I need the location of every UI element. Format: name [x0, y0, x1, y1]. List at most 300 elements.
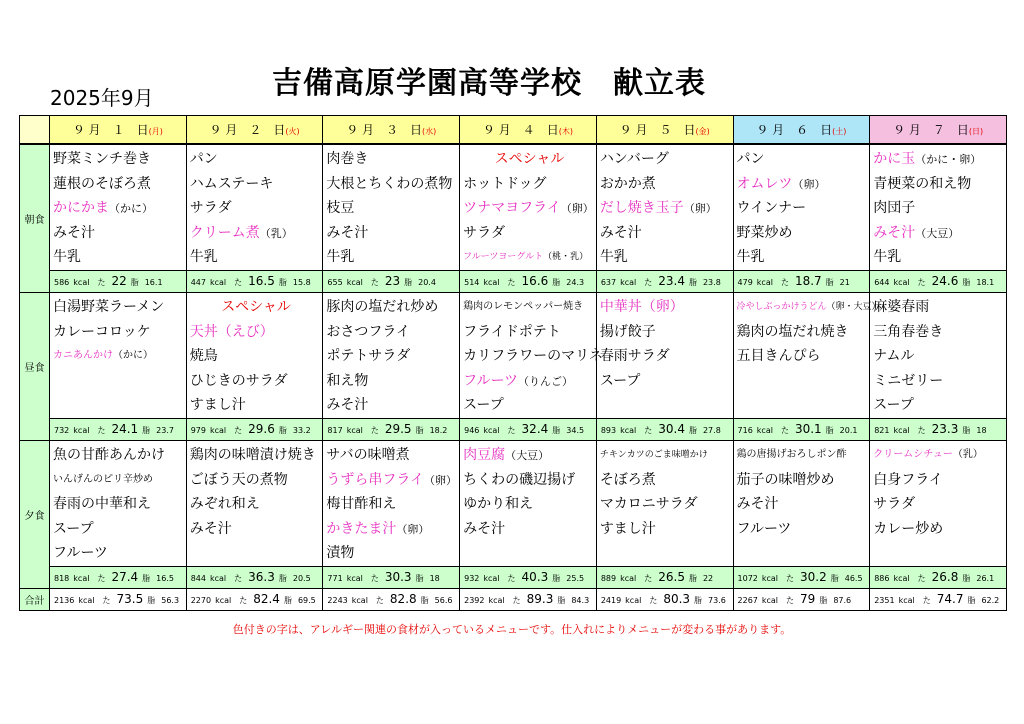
menu-item — [600, 147, 733, 172]
menu-item — [190, 172, 323, 197]
day-header — [323, 116, 460, 145]
protein-unit: た — [370, 574, 379, 584]
menu-item-name: 鶏の唐揚げおろしポン酢 — [736, 448, 847, 460]
protein-value: 18.7 — [794, 274, 822, 289]
menu-item — [463, 196, 596, 221]
fat-value: 84.3 — [571, 596, 590, 606]
kcal-value: 2267 — [737, 596, 758, 606]
menu-item — [326, 517, 459, 542]
protein-unit: た — [239, 596, 248, 606]
protein-unit: た — [512, 596, 521, 606]
nutrition-cell — [596, 418, 733, 440]
fat-value: 27.8 — [702, 426, 721, 436]
menu-cell — [596, 292, 733, 418]
menu-item-name: 春雨の中華和え — [53, 496, 151, 513]
menu-item — [600, 541, 733, 566]
fat-unit: 脂 — [694, 596, 703, 606]
fat-value: 18.1 — [976, 278, 995, 288]
menu-item — [737, 344, 870, 369]
menu-item-name: 冷やしぶっかけうどん — [736, 301, 827, 312]
nutrition-cell — [733, 418, 870, 440]
kcal-unit: kcal — [756, 426, 773, 436]
meal-row — [20, 292, 1007, 418]
kcal-unit: kcal — [78, 596, 95, 606]
menu-item — [463, 245, 596, 270]
menu-item-name: 大根とちくわの煮物 — [326, 175, 453, 192]
menu-item — [326, 468, 459, 493]
allergen-note: （桃・乳） — [543, 252, 589, 263]
menu-item-name: 春雨サラダ — [599, 348, 670, 365]
menu-item-name: 五目きんぴら — [736, 348, 821, 365]
fat-unit: 脂 — [819, 596, 828, 606]
protein-unit: た — [780, 426, 789, 436]
protein-value: 26.5 — [658, 570, 685, 585]
protein-unit: た — [234, 278, 243, 288]
menu-item — [873, 517, 1006, 542]
nutrition-cell — [50, 588, 187, 610]
menu-item — [737, 517, 870, 542]
nutrition-cell — [733, 588, 870, 610]
fat-value: 20.4 — [418, 278, 436, 288]
protein-value: 89.3 — [526, 592, 554, 607]
allergen-note: （卵） — [683, 202, 717, 216]
fat-unit: 脂 — [552, 574, 561, 584]
menu-item-name: みそ汁 — [736, 496, 779, 513]
menu-item-name: ゆかり和え — [463, 496, 534, 513]
menu-cell — [323, 144, 460, 270]
menu-item — [190, 393, 323, 418]
menu-item-name: 牛乳 — [736, 249, 765, 266]
menu-item-name: 梅甘酢和え — [326, 496, 397, 513]
menu-item — [463, 221, 596, 246]
fat-value: 69.5 — [297, 596, 316, 606]
day-label: ９ 月 ７ 日 — [893, 123, 969, 137]
menu-item — [53, 320, 186, 345]
weekday-label: (水) — [422, 127, 437, 136]
menu-item-name: 牛乳 — [873, 249, 902, 266]
kcal-unit: kcal — [756, 278, 773, 288]
menu-item — [873, 369, 1006, 394]
menu-item — [190, 443, 323, 468]
menu-item — [737, 468, 870, 493]
fat-unit: 脂 — [404, 278, 413, 288]
fat-unit: 脂 — [552, 426, 561, 436]
menu-item-name: ハムステーキ — [189, 175, 274, 192]
menu-item — [53, 196, 186, 221]
menu-cell — [733, 144, 870, 270]
menu-item — [53, 492, 186, 517]
menu-item — [326, 320, 459, 345]
menu-item — [326, 147, 459, 172]
kcal-unit: kcal — [209, 574, 227, 584]
menu-item-name: 白身フライ — [873, 471, 943, 488]
fat-value: 15.8 — [292, 278, 311, 288]
kcal-unit: kcal — [898, 596, 915, 606]
menu-item-name: 牛乳 — [599, 249, 628, 266]
protein-unit: た — [786, 574, 795, 584]
menu-item-name: フルーツヨーグルト — [463, 252, 544, 263]
menu-cell — [733, 292, 881, 418]
weekday-label: (木) — [558, 127, 573, 136]
menu-item-name: 茄子の味噌炒め — [736, 471, 835, 488]
protein-unit: た — [234, 426, 243, 436]
fat-unit: 脂 — [278, 574, 287, 584]
nutrition-cell — [460, 588, 597, 610]
menu-item-name: カニあんかけ — [53, 350, 113, 362]
menu-item-name: そぼろ煮 — [599, 471, 656, 488]
kcal-unit: kcal — [209, 426, 227, 436]
menu-item — [600, 295, 733, 320]
menu-item — [53, 172, 186, 197]
menu-cell — [460, 440, 597, 566]
menu-item — [737, 443, 870, 468]
menu-item — [600, 320, 733, 345]
menu-item-name: ホットドッグ — [463, 175, 547, 192]
menu-item-name: すまし汁 — [189, 397, 246, 414]
menu-item — [463, 344, 603, 369]
weekday-label: (日) — [968, 127, 984, 136]
menu-item — [53, 344, 186, 369]
menu-cell — [733, 440, 870, 566]
menu-item-name: 青梗菜の和え物 — [873, 175, 972, 192]
menu-item — [737, 147, 870, 172]
menu-item-name: カリフラワーのマリネ — [463, 348, 603, 365]
menu-item-name: 魚の甘酢あんかけ — [53, 446, 165, 463]
menu-item-name: スープ — [873, 397, 914, 414]
allergen-note: （卵） — [424, 473, 457, 487]
menu-item — [873, 443, 1006, 468]
menu-item — [463, 295, 596, 320]
menu-item-name: 蓮根のそぼろ煮 — [53, 175, 151, 192]
menu-item — [53, 443, 186, 468]
menu-item — [463, 369, 596, 394]
fat-unit: 脂 — [130, 278, 139, 288]
fat-value: 46.5 — [844, 574, 863, 584]
menu-item-name: サラダ — [873, 496, 916, 513]
kcal-unit: kcal — [893, 574, 910, 584]
fat-unit: 脂 — [552, 278, 561, 288]
nutrition-row — [20, 418, 1007, 440]
menu-item-name: おかか煮 — [599, 175, 656, 192]
menu-cell — [186, 144, 323, 270]
allergen-note: （りんご） — [518, 374, 573, 388]
meal-row — [20, 440, 1007, 566]
day-header-row — [20, 116, 1007, 145]
menu-item-name: うずら串フライ — [326, 471, 424, 488]
menu-item-name: 中華丼（卵） — [599, 298, 684, 315]
allergen-note: （卵） — [560, 202, 594, 216]
menu-item — [463, 541, 596, 566]
protein-unit: た — [234, 574, 243, 584]
menu-item — [737, 320, 870, 345]
menu-item — [190, 468, 323, 493]
nutrition-cell — [596, 566, 733, 588]
nutrition-cell — [323, 566, 460, 588]
day-label: ９ 月 ２ 日 — [209, 123, 286, 137]
menu-item-name: 鶏肉の味噌漬け焼き — [189, 446, 316, 463]
fat-unit: 脂 — [830, 574, 839, 584]
protein-value: 26.8 — [931, 570, 959, 585]
fat-unit: 脂 — [415, 426, 424, 436]
day-label: ９ 月 ４ 日 — [482, 123, 559, 137]
menu-item — [190, 320, 323, 345]
menu-cell — [186, 292, 323, 418]
weekday-label: (火) — [285, 127, 300, 136]
meal-label: 夕食 — [20, 440, 50, 588]
menu-item — [463, 147, 596, 172]
menu-item — [190, 245, 323, 270]
menu-item-name: 肉豆腐 — [463, 446, 506, 463]
protein-unit: た — [644, 278, 653, 288]
menu-item — [737, 245, 870, 270]
protein-value: 23.3 — [931, 422, 959, 437]
menu-item — [873, 172, 1006, 197]
nutrition-cell — [460, 418, 597, 440]
menu-item-name: みそ汁 — [326, 397, 369, 414]
nutrition-cell — [596, 270, 733, 292]
protein-value: 24.1 — [111, 422, 139, 437]
kcal-unit: kcal — [73, 574, 90, 584]
nutrition-cell — [870, 270, 1007, 292]
nutrition-row — [20, 270, 1007, 292]
menu-item — [190, 517, 323, 542]
fat-unit: 脂 — [967, 596, 976, 606]
fat-value: 16.5 — [156, 574, 174, 584]
menu-item — [600, 517, 733, 542]
menu-item — [326, 443, 459, 468]
kcal-value: 844 — [190, 574, 206, 584]
menu-item-name: フライドポテト — [463, 323, 561, 340]
menu-item-name: スープ — [463, 397, 504, 414]
kcal-value: 447 — [190, 278, 206, 288]
menu-item-name: サラダ — [189, 200, 232, 217]
nutrition-cell — [323, 270, 460, 292]
menu-item-name: ひじきのサラダ — [189, 372, 288, 389]
nutrition-cell — [870, 588, 1007, 610]
menu-cell — [50, 144, 187, 270]
protein-unit: た — [780, 278, 789, 288]
menu-item — [873, 245, 1006, 270]
protein-value: 23 — [384, 274, 401, 289]
menu-item-name: 三角春巻き — [873, 323, 944, 340]
protein-value: 30.2 — [800, 570, 827, 585]
menu-item-name: カレー炒め — [873, 520, 944, 537]
allergen-note: （かに・卵） — [915, 153, 982, 166]
fat-unit: 脂 — [147, 596, 156, 606]
menu-item — [463, 172, 596, 197]
fat-value: 34.5 — [566, 426, 585, 436]
nutrition-row — [20, 566, 1007, 588]
menu-item — [53, 468, 186, 493]
menu-item — [873, 320, 1006, 345]
fat-unit: 脂 — [415, 574, 424, 584]
protein-unit: た — [375, 596, 384, 606]
menu-item-name: ウインナー — [736, 200, 807, 217]
nutrition-cell — [50, 270, 187, 292]
protein-unit: た — [649, 596, 658, 606]
kcal-value: 479 — [737, 278, 753, 288]
menu-item — [873, 196, 1006, 221]
kcal-value: 2136 — [54, 596, 75, 606]
total-row — [20, 588, 1007, 610]
menu-item — [873, 468, 1006, 493]
fat-unit: 脂 — [557, 596, 566, 606]
kcal-value: 771 — [327, 574, 343, 584]
protein-value: 16.5 — [248, 274, 275, 289]
fat-unit: 脂 — [825, 426, 834, 436]
menu-item-name: すまし汁 — [599, 520, 656, 537]
allergen-note: （かに） — [113, 350, 153, 362]
kcal-value: 716 — [737, 426, 753, 436]
fat-value: 18 — [429, 574, 440, 584]
kcal-value: 821 — [874, 426, 890, 436]
kcal-value: 2270 — [190, 596, 212, 606]
menu-item-name: クリームシチュー — [873, 448, 953, 460]
meal-label: 朝食 — [20, 144, 50, 292]
menu-item — [600, 492, 733, 517]
menu-item — [53, 295, 186, 320]
day-header — [460, 116, 597, 145]
protein-unit: た — [507, 426, 516, 436]
menu-item — [600, 369, 733, 394]
kcal-value: 2243 — [327, 596, 348, 606]
nutrition-cell — [323, 418, 460, 440]
kcal-unit: kcal — [346, 278, 363, 288]
nutrition-cell — [870, 566, 1007, 588]
weekday-label: (土) — [832, 127, 847, 136]
kcal-unit: kcal — [761, 574, 779, 584]
menu-item — [53, 147, 186, 172]
menu-item-name: フルーツ — [53, 545, 108, 562]
menu-item — [53, 245, 186, 270]
menu-item-name: いんげんのピリ辛炒め — [53, 473, 153, 485]
menu-item-name: ちくわの磯辺揚げ — [463, 471, 576, 488]
protein-value: 40.3 — [521, 570, 549, 585]
menu-cell — [460, 292, 603, 418]
kcal-unit: kcal — [893, 278, 910, 288]
menu-cell — [323, 440, 460, 566]
menu-item — [873, 541, 1006, 566]
menu-item-name: スペシャル — [221, 298, 291, 315]
allergen-note: （大豆） — [915, 226, 960, 240]
menu-item — [190, 492, 323, 517]
menu-cell — [323, 292, 460, 418]
menu-item-name: 天丼（えび） — [189, 323, 274, 340]
allergen-note: （卵・大豆） — [826, 301, 881, 312]
kcal-value: 1072 — [737, 574, 758, 584]
menu-item — [873, 492, 1006, 517]
menu-item-name: ナムル — [873, 348, 915, 365]
menu-item-name: 白湯野菜ラーメン — [53, 298, 165, 315]
kcal-unit: kcal — [620, 278, 637, 288]
menu-item-name: パン — [189, 151, 218, 167]
kcal-unit: kcal — [893, 426, 910, 436]
allergen-note: （かに） — [109, 202, 153, 216]
kcal-value: 979 — [190, 426, 206, 436]
protein-value: 22 — [111, 274, 127, 289]
fat-unit: 脂 — [142, 426, 151, 436]
allergen-note: （卵） — [792, 177, 826, 191]
protein-unit: た — [644, 426, 653, 436]
menu-item-name: 鶏肉のレモンペッパー焼き — [463, 300, 584, 312]
menu-item-name: 枝豆 — [326, 200, 355, 217]
menu-item-name: みそ汁 — [873, 224, 916, 241]
fat-value: 16.1 — [144, 278, 163, 288]
menu-item — [326, 245, 459, 270]
menu-item — [873, 295, 1006, 320]
fat-value: 24.3 — [566, 278, 585, 288]
menu-item — [737, 492, 870, 517]
meal-row — [20, 144, 1007, 270]
menu-item-name: ごぼう天の煮物 — [189, 471, 288, 488]
header-corner — [20, 116, 50, 145]
menu-item — [53, 221, 186, 246]
protein-value: 82.8 — [389, 592, 417, 607]
kcal-value: 586 — [54, 278, 70, 288]
fat-value: 56.6 — [434, 596, 453, 606]
menu-item-name: 和え物 — [326, 372, 369, 389]
fat-value: 23.8 — [702, 278, 721, 288]
menu-cell — [870, 440, 1007, 566]
menu-item — [53, 541, 186, 566]
fat-value: 21 — [839, 278, 850, 288]
fat-unit: 脂 — [688, 278, 697, 288]
kcal-unit: kcal — [73, 278, 90, 288]
day-label: ９ 月 １ 日 — [72, 123, 149, 137]
kcal-unit: kcal — [625, 596, 642, 606]
protein-value: 36.3 — [248, 570, 275, 585]
menu-item-name: かきたま汁 — [326, 520, 397, 537]
menu-item — [600, 468, 733, 493]
menu-item — [737, 221, 870, 246]
fat-unit: 脂 — [278, 426, 287, 436]
menu-item — [190, 369, 323, 394]
fat-value: 22 — [702, 574, 714, 584]
fat-unit: 脂 — [962, 426, 971, 436]
protein-value: 30.4 — [658, 422, 685, 437]
protein-value: 29.5 — [384, 422, 412, 437]
protein-value: 23.4 — [658, 274, 685, 289]
menu-cell — [870, 292, 1007, 418]
menu-item — [326, 344, 459, 369]
kcal-value: 644 — [874, 278, 890, 288]
menu-item — [737, 541, 870, 566]
protein-unit: た — [97, 278, 106, 288]
menu-item — [190, 344, 323, 369]
menu-item-name: ポテトサラダ — [326, 348, 411, 365]
day-label: ９ 月 ５ 日 — [619, 123, 696, 137]
menu-cell — [50, 440, 187, 566]
menu-item — [737, 369, 870, 394]
menu-item — [873, 393, 1006, 418]
menu-item-name: チキンカツのごま味噌かけ — [599, 449, 708, 460]
fat-unit: 脂 — [142, 574, 151, 584]
fat-unit: 脂 — [825, 278, 834, 288]
menu-item — [326, 541, 459, 566]
menu-item-name: サラダ — [463, 224, 505, 241]
menu-item-name: カレーコロッケ — [53, 323, 151, 340]
menu-item — [463, 443, 596, 468]
fat-unit: 脂 — [688, 426, 697, 436]
menu-item-name: 肉団子 — [873, 200, 916, 217]
menu-item-name: 豚肉の塩だれ炒め — [326, 298, 439, 315]
kcal-unit: kcal — [483, 574, 500, 584]
menu-item — [326, 492, 459, 517]
fat-unit: 脂 — [962, 574, 971, 584]
menu-item — [873, 221, 1006, 246]
nutrition-cell — [733, 566, 870, 588]
kcal-value: 637 — [600, 278, 617, 288]
